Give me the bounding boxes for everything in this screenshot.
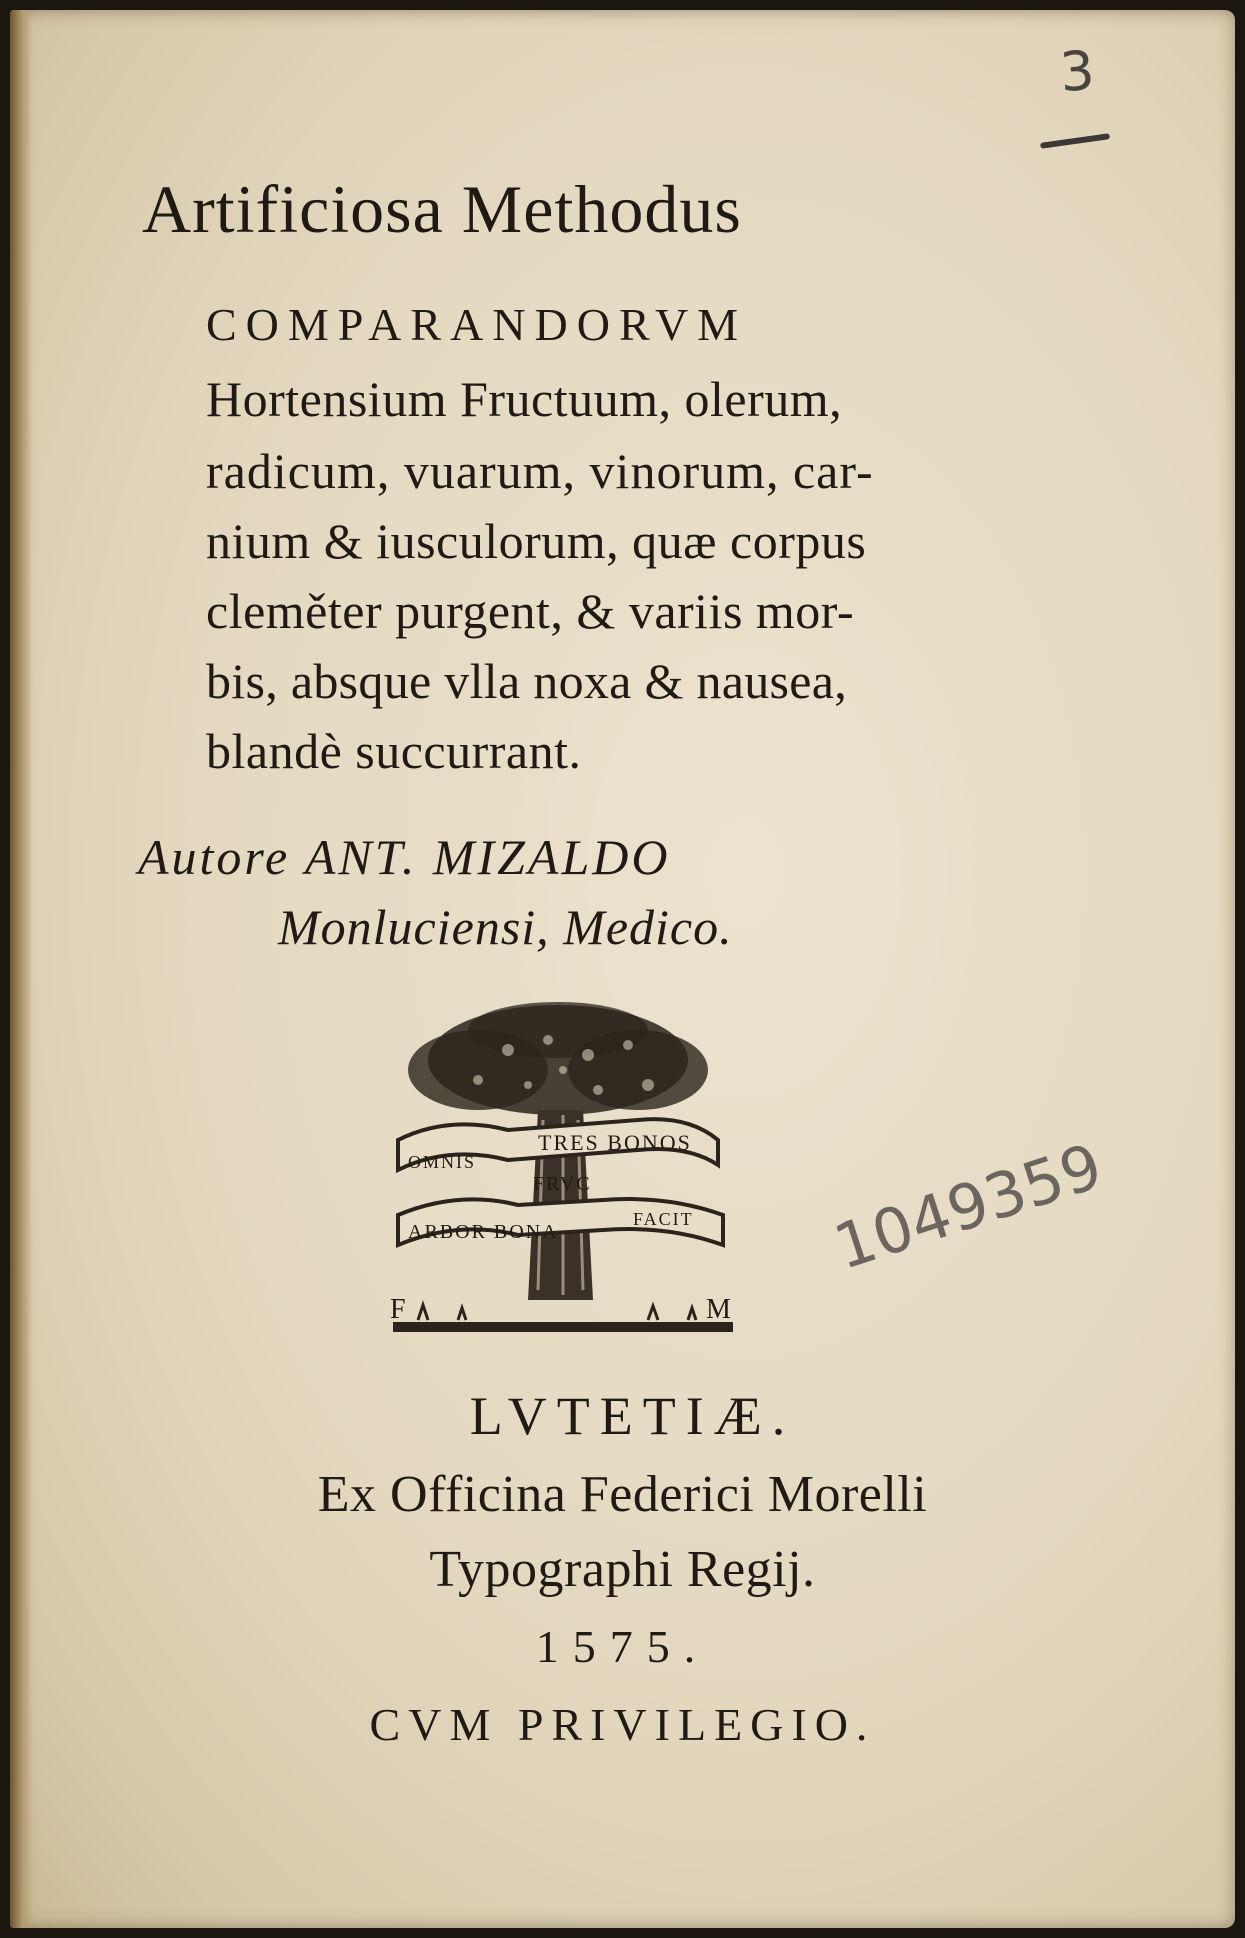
banner-left-text: OMNIS: [408, 1152, 477, 1172]
tree-foliage: [408, 1002, 708, 1115]
body-line-4: cleměter purgent, & variis mor-: [206, 583, 855, 639]
imprint-privilege: CVM PRIVILEGIO.: [369, 1699, 876, 1750]
imprint-year: 1575.: [535, 1621, 710, 1672]
banner-top-text: TRES BONOS: [538, 1130, 692, 1155]
device-initial-right: M: [706, 1294, 731, 1325]
body-line-1: Hortensium Fructuum, olerum,: [206, 371, 843, 427]
book-title: Artificiosa Methodus: [142, 171, 742, 247]
device-initial-left: F: [390, 1294, 406, 1325]
folio-number: 3: [1057, 38, 1097, 105]
printers-device-woodcut: [388, 1000, 738, 1350]
ground-line: [393, 1322, 733, 1332]
folio-underline: [1040, 133, 1110, 149]
imprint-city: LVTETIÆ.: [469, 1386, 796, 1446]
body-line-3: nium & iusculorum, quæ corpus: [206, 513, 867, 569]
banner-lower-left-text: ARBOR BONA: [408, 1221, 559, 1243]
title-page: [10, 10, 1235, 1928]
author-line-1: Autore ANT. MIZALDO: [138, 829, 671, 885]
imprint-typographer: Typographi Regij.: [429, 1541, 816, 1598]
banner-lower-right-text: FACIT: [633, 1209, 694, 1229]
body-line-5: bis, absque vlla noxa & nausea,: [206, 653, 848, 709]
body-line-6: blandè succurrant.: [206, 723, 582, 779]
accession-number: 1049359: [825, 1129, 1111, 1284]
subtitle-caps: COMPARANDORVM: [206, 299, 748, 350]
body-line-2: radicum, vuarum, vinorum, car-: [206, 443, 874, 499]
banner-center-text: FRVC: [533, 1173, 592, 1195]
imprint-officina: Ex Officina Federici Morelli: [317, 1466, 928, 1523]
author-line-2: Monluciensi, Medico.: [278, 899, 733, 955]
